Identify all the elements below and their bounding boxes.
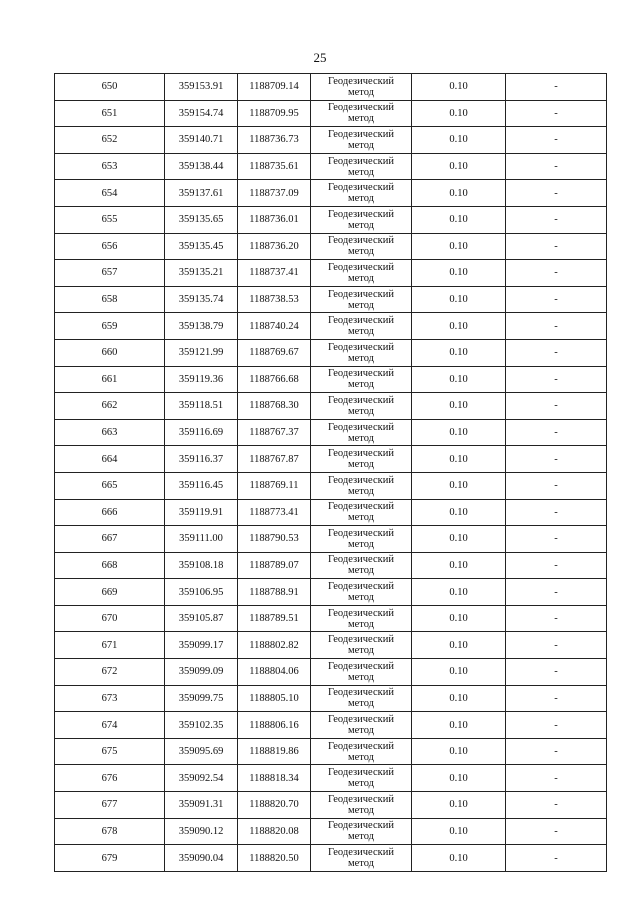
method-cell (311, 446, 412, 473)
method-line-1: Геодезический (328, 261, 394, 273)
table-row (55, 286, 607, 313)
y-coordinate-cell: 1188820.70 (238, 792, 311, 819)
note-cell: - (506, 499, 607, 526)
method-line-2: метод (347, 379, 375, 391)
y-coordinate-cell: 1188789.07 (238, 552, 311, 579)
x-coordinate-cell: 359119.91 (165, 499, 238, 526)
point-number-cell: 658 (55, 286, 165, 313)
point-number-cell: 652 (55, 127, 165, 154)
table-row (55, 233, 607, 260)
method-line-2: метод (347, 804, 375, 816)
method-line-1: Геодезический (328, 527, 394, 539)
table-row (55, 712, 607, 739)
x-coordinate-cell: 359118.51 (165, 393, 238, 420)
note-cell: - (506, 180, 607, 207)
method-line-1: Геодезический (328, 448, 394, 460)
x-coordinate-cell: 359137.61 (165, 180, 238, 207)
method-line-1: Геодезический (328, 75, 394, 87)
y-coordinate-cell: 1188789.51 (238, 605, 311, 632)
method-cell (311, 659, 412, 686)
table-row (55, 552, 607, 579)
x-coordinate-cell: 359106.95 (165, 579, 238, 606)
method-line-1: Геодезический (328, 687, 394, 699)
note-cell: - (506, 419, 607, 446)
point-number-cell: 659 (55, 313, 165, 340)
note-cell: - (506, 233, 607, 260)
method-line-1: Геодезический (328, 847, 394, 859)
note-cell: - (506, 765, 607, 792)
method-cell (311, 233, 412, 260)
method-cell (311, 712, 412, 739)
x-coordinate-cell: 359138.44 (165, 153, 238, 180)
method-line-1: Геодезический (328, 767, 394, 779)
method-line-1: Геодезический (328, 581, 394, 593)
table-row (55, 313, 607, 340)
note-cell: - (506, 313, 607, 340)
note-cell: - (506, 260, 607, 287)
accuracy-cell: 0.10 (412, 526, 506, 553)
accuracy-cell: 0.10 (412, 446, 506, 473)
point-number-cell: 660 (55, 339, 165, 366)
accuracy-cell: 0.10 (412, 366, 506, 393)
y-coordinate-cell: 1188805.10 (238, 685, 311, 712)
point-number-cell: 667 (55, 526, 165, 553)
point-number-cell: 657 (55, 260, 165, 287)
method-cell (311, 366, 412, 393)
method-line-1: Геодезический (328, 421, 394, 433)
method-line-2: метод (347, 725, 375, 737)
note-cell: - (506, 579, 607, 606)
x-coordinate-cell: 359099.75 (165, 685, 238, 712)
table-row (55, 605, 607, 632)
x-coordinate-cell: 359105.87 (165, 605, 238, 632)
y-coordinate-cell: 1188736.73 (238, 127, 311, 154)
method-line-2: метод (347, 352, 375, 364)
accuracy-cell: 0.10 (412, 419, 506, 446)
method-cell (311, 260, 412, 287)
y-coordinate-cell: 1188769.11 (238, 472, 311, 499)
method-cell (311, 206, 412, 233)
x-coordinate-cell: 359111.00 (165, 526, 238, 553)
table-row (55, 419, 607, 446)
method-cell (311, 393, 412, 420)
y-coordinate-cell: 1188820.50 (238, 845, 311, 872)
method-line-1: Геодезический (328, 315, 394, 327)
method-line-1: Геодезический (328, 660, 394, 672)
note-cell: - (506, 685, 607, 712)
table-row (55, 366, 607, 393)
method-line-1: Геодезический (328, 820, 394, 832)
method-line-2: метод (347, 326, 375, 338)
point-number-cell: 679 (55, 845, 165, 872)
method-line-1: Геодезический (328, 634, 394, 646)
note-cell: - (506, 74, 607, 101)
x-coordinate-cell: 359119.36 (165, 366, 238, 393)
point-number-cell: 666 (55, 499, 165, 526)
method-cell (311, 552, 412, 579)
accuracy-cell: 0.10 (412, 845, 506, 872)
method-cell (311, 180, 412, 207)
accuracy-cell: 0.10 (412, 659, 506, 686)
table-row (55, 100, 607, 127)
x-coordinate-cell: 359135.65 (165, 206, 238, 233)
table-row (55, 180, 607, 207)
y-coordinate-cell: 1188737.41 (238, 260, 311, 287)
y-coordinate-cell: 1188768.30 (238, 393, 311, 420)
method-line-2: метод (347, 246, 375, 258)
x-coordinate-cell: 359116.37 (165, 446, 238, 473)
page-number: 25 (313, 50, 327, 65)
y-coordinate-cell: 1188804.06 (238, 659, 311, 686)
table-row (55, 738, 607, 765)
table-row (55, 127, 607, 154)
note-cell: - (506, 552, 607, 579)
point-number-cell: 661 (55, 366, 165, 393)
point-number-cell: 665 (55, 472, 165, 499)
x-coordinate-cell: 359154.74 (165, 100, 238, 127)
accuracy-cell: 0.10 (412, 792, 506, 819)
x-coordinate-cell: 359090.04 (165, 845, 238, 872)
note-cell: - (506, 127, 607, 154)
table-row (55, 845, 607, 872)
method-line-2: метод (347, 645, 375, 657)
method-cell (311, 738, 412, 765)
coordinates-table (54, 73, 607, 872)
x-coordinate-cell: 359099.09 (165, 659, 238, 686)
method-cell (311, 845, 412, 872)
accuracy-cell: 0.10 (412, 393, 506, 420)
method-cell (311, 685, 412, 712)
method-line-2: метод (347, 219, 375, 231)
table-row (55, 339, 607, 366)
accuracy-cell: 0.10 (412, 233, 506, 260)
note-cell: - (506, 605, 607, 632)
method-cell (311, 472, 412, 499)
method-line-1: Геодезический (328, 235, 394, 247)
note-cell: - (506, 632, 607, 659)
method-cell (311, 419, 412, 446)
method-line-2: метод (347, 139, 375, 151)
method-line-2: метод (347, 831, 375, 843)
accuracy-cell: 0.10 (412, 206, 506, 233)
method-line-2: метод (347, 565, 375, 577)
method-line-2: метод (347, 459, 375, 471)
y-coordinate-cell: 1188736.20 (238, 233, 311, 260)
y-coordinate-cell: 1188709.14 (238, 74, 311, 101)
y-coordinate-cell: 1188709.95 (238, 100, 311, 127)
note-cell: - (506, 446, 607, 473)
method-line-1: Геодезический (328, 208, 394, 220)
y-coordinate-cell: 1188802.82 (238, 632, 311, 659)
point-number-cell: 655 (55, 206, 165, 233)
method-line-2: метод (347, 698, 375, 710)
table-row (55, 579, 607, 606)
y-coordinate-cell: 1188806.16 (238, 712, 311, 739)
table-row (55, 765, 607, 792)
accuracy-cell: 0.10 (412, 127, 506, 154)
y-coordinate-cell: 1188767.37 (238, 419, 311, 446)
method-line-1: Геодезический (328, 474, 394, 486)
x-coordinate-cell: 359090.12 (165, 818, 238, 845)
method-line-2: метод (347, 778, 375, 790)
table-row (55, 260, 607, 287)
y-coordinate-cell: 1188790.53 (238, 526, 311, 553)
accuracy-cell: 0.10 (412, 818, 506, 845)
y-coordinate-cell: 1188820.08 (238, 818, 311, 845)
method-line-2: метод (347, 858, 375, 870)
accuracy-cell: 0.10 (412, 499, 506, 526)
method-cell (311, 286, 412, 313)
accuracy-cell: 0.10 (412, 685, 506, 712)
method-line-2: метод (347, 405, 375, 417)
note-cell: - (506, 286, 607, 313)
method-cell (311, 605, 412, 632)
accuracy-cell: 0.10 (412, 552, 506, 579)
point-number-cell: 662 (55, 393, 165, 420)
table-row (55, 446, 607, 473)
x-coordinate-cell: 359135.21 (165, 260, 238, 287)
point-number-cell: 676 (55, 765, 165, 792)
accuracy-cell: 0.10 (412, 260, 506, 287)
note-cell: - (506, 845, 607, 872)
method-line-1: Геодезический (328, 554, 394, 566)
x-coordinate-cell: 359108.18 (165, 552, 238, 579)
note-cell: - (506, 738, 607, 765)
note-cell: - (506, 712, 607, 739)
accuracy-cell: 0.10 (412, 313, 506, 340)
y-coordinate-cell: 1188773.41 (238, 499, 311, 526)
x-coordinate-cell: 359116.69 (165, 419, 238, 446)
method-line-1: Геодезический (328, 288, 394, 300)
note-cell: - (506, 366, 607, 393)
method-cell (311, 818, 412, 845)
accuracy-cell: 0.10 (412, 153, 506, 180)
method-line-1: Геодезический (328, 368, 394, 380)
table-row (55, 74, 607, 101)
y-coordinate-cell: 1188766.68 (238, 366, 311, 393)
point-number-cell: 656 (55, 233, 165, 260)
method-line-2: метод (347, 86, 375, 98)
method-line-2: метод (347, 751, 375, 763)
x-coordinate-cell: 359153.91 (165, 74, 238, 101)
method-cell (311, 499, 412, 526)
table-row (55, 206, 607, 233)
method-line-1: Геодезический (328, 341, 394, 353)
x-coordinate-cell: 359092.54 (165, 765, 238, 792)
y-coordinate-cell: 1188819.86 (238, 738, 311, 765)
method-cell (311, 313, 412, 340)
x-coordinate-cell: 359116.45 (165, 472, 238, 499)
method-line-2: метод (347, 299, 375, 311)
method-line-1: Геодезический (328, 155, 394, 167)
method-line-2: метод (347, 512, 375, 524)
point-number-cell: 663 (55, 419, 165, 446)
point-number-cell: 654 (55, 180, 165, 207)
point-number-cell: 675 (55, 738, 165, 765)
accuracy-cell: 0.10 (412, 765, 506, 792)
point-number-cell: 670 (55, 605, 165, 632)
y-coordinate-cell: 1188769.67 (238, 339, 311, 366)
coordinates-table-body (55, 74, 607, 872)
method-line-2: метод (347, 166, 375, 178)
point-number-cell: 673 (55, 685, 165, 712)
method-cell (311, 100, 412, 127)
method-line-2: метод (347, 538, 375, 550)
method-cell (311, 579, 412, 606)
note-cell: - (506, 792, 607, 819)
point-number-cell: 678 (55, 818, 165, 845)
note-cell: - (506, 153, 607, 180)
method-line-2: метод (347, 671, 375, 683)
table-row (55, 792, 607, 819)
accuracy-cell: 0.10 (412, 605, 506, 632)
method-line-2: метод (347, 113, 375, 125)
method-line-2: метод (347, 618, 375, 630)
table-row (55, 153, 607, 180)
method-line-1: Геодезический (328, 182, 394, 194)
point-number-cell: 671 (55, 632, 165, 659)
x-coordinate-cell: 359091.31 (165, 792, 238, 819)
point-number-cell: 668 (55, 552, 165, 579)
table-row (55, 818, 607, 845)
accuracy-cell: 0.10 (412, 74, 506, 101)
note-cell: - (506, 472, 607, 499)
note-cell: - (506, 100, 607, 127)
accuracy-cell: 0.10 (412, 579, 506, 606)
note-cell: - (506, 526, 607, 553)
note-cell: - (506, 659, 607, 686)
method-line-1: Геодезический (328, 128, 394, 140)
accuracy-cell: 0.10 (412, 286, 506, 313)
table-row (55, 659, 607, 686)
note-cell: - (506, 818, 607, 845)
method-line-2: метод (347, 432, 375, 444)
x-coordinate-cell: 359102.35 (165, 712, 238, 739)
table-row (55, 499, 607, 526)
point-number-cell: 672 (55, 659, 165, 686)
point-number-cell: 650 (55, 74, 165, 101)
table-row (55, 526, 607, 553)
y-coordinate-cell: 1188767.87 (238, 446, 311, 473)
y-coordinate-cell: 1188738.53 (238, 286, 311, 313)
y-coordinate-cell: 1188737.09 (238, 180, 311, 207)
method-line-2: метод (347, 592, 375, 604)
table-row (55, 685, 607, 712)
point-number-cell: 653 (55, 153, 165, 180)
accuracy-cell: 0.10 (412, 472, 506, 499)
method-cell (311, 74, 412, 101)
accuracy-cell: 0.10 (412, 712, 506, 739)
note-cell: - (506, 339, 607, 366)
point-number-cell: 674 (55, 712, 165, 739)
method-line-1: Геодезический (328, 501, 394, 513)
method-line-1: Геодезический (328, 102, 394, 114)
x-coordinate-cell: 359138.79 (165, 313, 238, 340)
method-line-1: Геодезический (328, 740, 394, 752)
table-row (55, 632, 607, 659)
y-coordinate-cell: 1188740.24 (238, 313, 311, 340)
method-cell (311, 526, 412, 553)
method-line-2: метод (347, 272, 375, 284)
point-number-cell: 669 (55, 579, 165, 606)
y-coordinate-cell: 1188736.01 (238, 206, 311, 233)
method-cell (311, 127, 412, 154)
y-coordinate-cell: 1188818.34 (238, 765, 311, 792)
accuracy-cell: 0.10 (412, 100, 506, 127)
method-cell (311, 153, 412, 180)
method-line-1: Геодезический (328, 714, 394, 726)
x-coordinate-cell: 359121.99 (165, 339, 238, 366)
table-row (55, 393, 607, 420)
method-cell (311, 792, 412, 819)
table-row (55, 472, 607, 499)
method-line-1: Геодезический (328, 394, 394, 406)
method-cell (311, 632, 412, 659)
method-line-1: Геодезический (328, 793, 394, 805)
x-coordinate-cell: 359095.69 (165, 738, 238, 765)
x-coordinate-cell: 359135.74 (165, 286, 238, 313)
x-coordinate-cell: 359099.17 (165, 632, 238, 659)
accuracy-cell: 0.10 (412, 339, 506, 366)
note-cell: - (506, 206, 607, 233)
point-number-cell: 677 (55, 792, 165, 819)
method-line-1: Геодезический (328, 607, 394, 619)
point-number-cell: 651 (55, 100, 165, 127)
accuracy-cell: 0.10 (412, 632, 506, 659)
note-cell: - (506, 393, 607, 420)
y-coordinate-cell: 1188735.61 (238, 153, 311, 180)
method-cell (311, 765, 412, 792)
point-number-cell: 664 (55, 446, 165, 473)
method-cell (311, 339, 412, 366)
accuracy-cell: 0.10 (412, 738, 506, 765)
x-coordinate-cell: 359135.45 (165, 233, 238, 260)
method-line-2: метод (347, 193, 375, 205)
method-line-2: метод (347, 485, 375, 497)
x-coordinate-cell: 359140.71 (165, 127, 238, 154)
y-coordinate-cell: 1188788.91 (238, 579, 311, 606)
accuracy-cell: 0.10 (412, 180, 506, 207)
